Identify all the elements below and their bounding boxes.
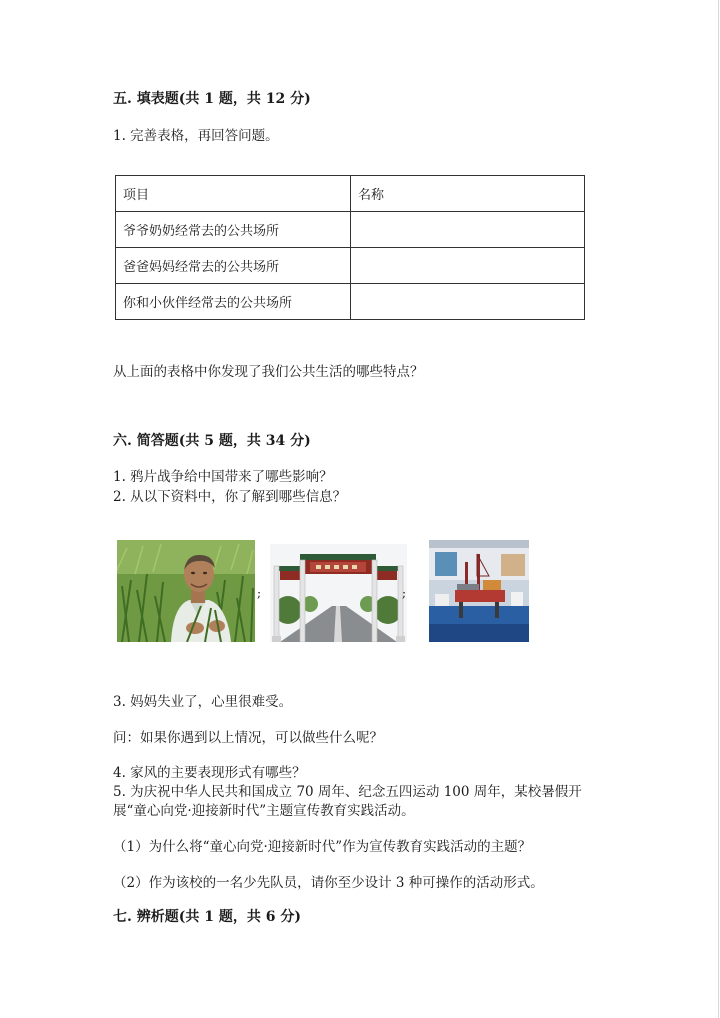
table-cell: 爷爷奶奶经常去的公共场所 — [116, 212, 351, 248]
memorial-gate-photo — [270, 544, 407, 642]
question-6-5-sub2: （2）作为该校的一名少先队员，请你至少设计 3 种可操作的活动形式。 — [113, 875, 544, 891]
section5-heading: 五. 填表题(共 1 题，共 12 分) — [113, 91, 311, 107]
question-6-5-sub1: （1）为什么将“童心向党·迎接新时代”作为宣传教育实践活动的主题？ — [113, 839, 532, 855]
image-separator: ; — [257, 586, 262, 600]
table-answer-cell[interactable] — [351, 284, 585, 320]
page-edge — [718, 0, 719, 1018]
section7-heading: 七. 辨析题(共 1 题，共 6 分) — [113, 909, 301, 925]
farmer-rice-field-photo — [117, 540, 255, 642]
question-6-5-line2: 展“童心向党·迎接新时代”主题宣传教育实践活动。 — [113, 803, 415, 819]
table-header-row — [116, 176, 585, 212]
image-separator: ; — [402, 586, 407, 600]
table-row — [116, 212, 585, 248]
table-answer-cell[interactable] — [351, 248, 585, 284]
question-6-1: 1. 鸦片战争给中国带来了哪些影响？ — [113, 469, 333, 485]
question-6-2: 2. 从以下资料中，你了解到哪些信息？ — [113, 489, 347, 505]
question-5-1: 1. 完善表格，再回答问题。 — [113, 128, 279, 144]
question-6-3-ask: 问：如果你遇到以上情况，可以做些什么呢？ — [113, 730, 383, 746]
table-row — [116, 284, 585, 320]
table-answer-cell[interactable] — [351, 212, 585, 248]
oil-platform-exhibit-photo — [429, 540, 529, 642]
table-header-cell: 项目 — [116, 176, 351, 212]
fill-in-table — [115, 175, 585, 320]
question-6-5-line1: 5. 为庆祝中华人民共和国成立 70 周年、纪念五四运动 100 周年，某校暑假开 — [113, 784, 582, 800]
table-followup-question: 从上面的表格中你发现了我们公共生活的哪些特点？ — [113, 364, 424, 380]
table-cell: 爸爸妈妈经常去的公共场所 — [116, 248, 351, 284]
table-row — [116, 248, 585, 284]
question-6-4: 4. 家风的主要表现形式有哪些？ — [113, 765, 306, 781]
section6-heading: 六. 简答题(共 5 题，共 34 分) — [113, 433, 311, 449]
table-header-cell: 名称 — [351, 176, 585, 212]
question-6-3: 3. 妈妈失业了，心里很难受。 — [113, 694, 293, 710]
table-cell: 你和小伙伴经常去的公共场所 — [116, 284, 351, 320]
